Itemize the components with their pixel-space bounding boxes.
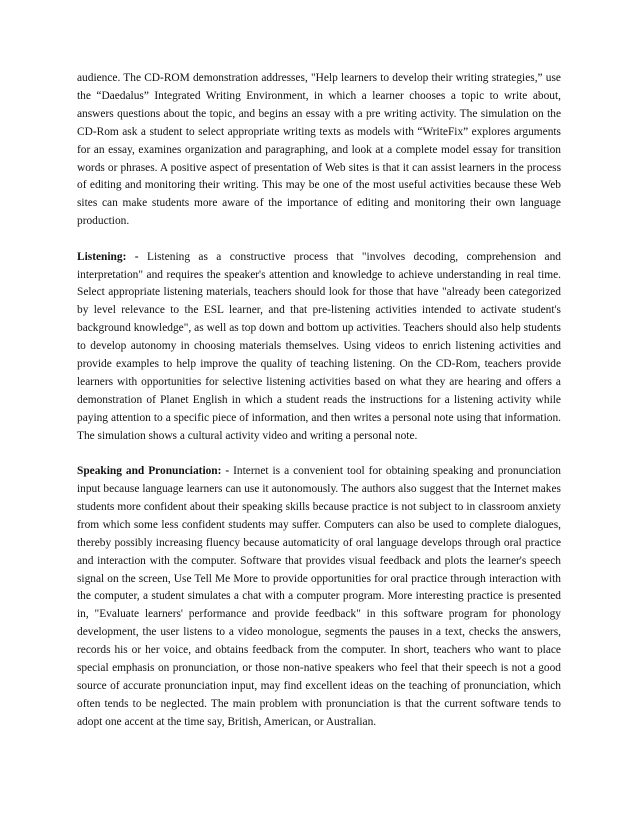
paragraph-writing-continued — [77, 70, 561, 231]
paragraph-listening — [77, 249, 561, 446]
listening-heading: Listening: - — [77, 250, 139, 263]
speaking-pronunciation-heading: Speaking and Pronunciation: - — [77, 465, 230, 478]
paragraph-speaking-pronunciation — [77, 463, 561, 732]
paragraph-text: Listening as a constructive process that "involves decoding, comprehension and interpretation" and requires the speaker's attention and knowledge to achieve understanding in real time. Select appropriate listening materials, teachers should look for those that have "already been categorized by level relevance to the ESL learner, and that pre-listening activities intended to activate student's background knowledge", as well as top down and bottom up activities. Teachers should also help students to develop autonomy in choosing materials themselves. Using videos to enrich listening activities and provide examples to help improve the quality of teaching listening. On the CD-Rom, teachers provide learners with opportunities for selective listening activities based on what they are hearing and offers a demonstration of Planet English in which a student reads the instructions for a listening activity while paying attention to a specific piece of information, and then writes a personal note using that information. The simulation shows a cultural activity video and writing a personal note. — [77, 250, 562, 442]
paragraph-text: Internet is a convenient tool for obtaining speaking and pronunciation input because language learners can use it autonomously. The authors also suggest that the Internet makes students more confident about their speaking skills because practice is not subject to in classroom anxiety from which some less confident students may suffer. Computers can also be used to complete dialogues, thereby possibly increasing fluency because automaticity of oral language develops through oral practice and interaction with the computer. Software that provides visual feedback and plots the learner's speech signal on the screen, Use Tell Me More to provide opportunities for oral practice through interaction with the computer, a student simulates a chat with a computer program. More interesting practice is presented in, "Evaluate learners' performance and provide feedback" in this software program for phonology development, the user listens to a video monologue, segments the pauses in a text, checks the answers, records his or her voice, and obtains feedback from the computer. In short, teachers who want to place special emphasis on pronunciation, or those non-native speakers who feel that their speech is not a good source of accurate pronunciation input, may find excellent ideas on the teaching of pronunciation, which often tends to be neglected. The main problem with pronunciation is that the current software tends to adopt one accent at the time say, British, American, or Australian. — [77, 465, 561, 728]
document-body — [77, 70, 561, 749]
paragraph-text: audience. The CD-ROM demonstration addresses, "Help learners to develop their writing strategies,” use the “Daedalus” Integrated Writing Environment, in which a learner chooses a topic to write about, answers questions about the topic, and begins an essay with a pre writing activity. The simulation on the CD-Rom ask a student to select appropriate writing texts as models with “WriteFix” explores arguments for an essay, examines organization and paragraphing, and look at a complete model essay for transition words or phrases. A positive aspect of presentation of Web sites is that it can assist learners in the process of editing and monitoring their writing. This may be one of the most useful activities because these Web sites can make students more aware of the importance of editing and monitoring their own language production. — [77, 72, 561, 228]
